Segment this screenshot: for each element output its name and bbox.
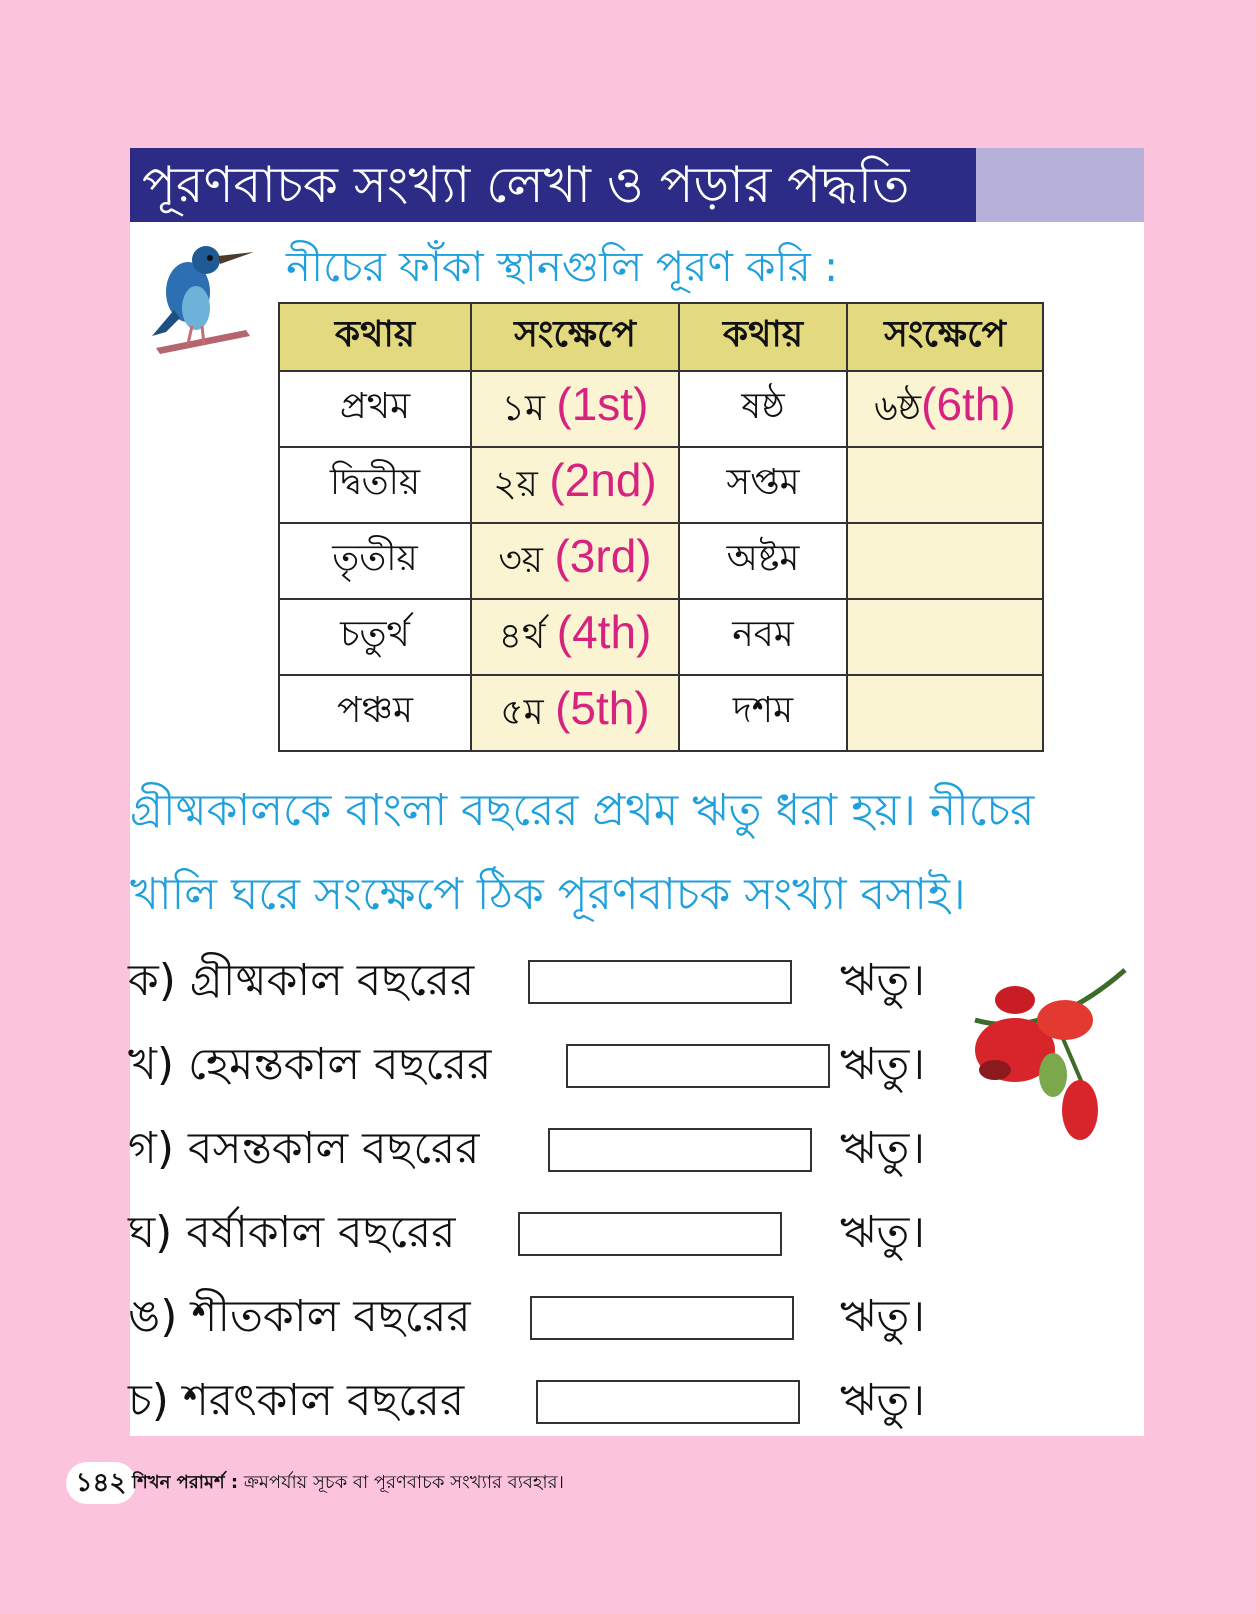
abbr-cell [471, 675, 679, 751]
abbr-bengali: ৩য় [498, 540, 544, 581]
abbr-cell [847, 371, 1043, 447]
word-cell: তৃতীয় [279, 523, 471, 599]
abbr-blank-cell[interactable] [847, 523, 1043, 599]
question-label: ক) গ্রীষ্মকাল বছরের [128, 955, 475, 1006]
word-cell: অষ্টম [679, 523, 847, 599]
abbr-cell [471, 447, 679, 523]
red-flower-illustration [955, 960, 1135, 1160]
question-row [128, 1198, 958, 1268]
question-row [128, 1030, 958, 1100]
title-accent-bar [976, 148, 1144, 222]
table-row [279, 371, 1043, 447]
abbr-bengali: ৪র্থ [498, 616, 546, 657]
abbr-english: (2nd) [549, 454, 657, 506]
table-row [279, 523, 1043, 599]
abbr-english: (1st) [556, 378, 649, 430]
word-cell: প্রথম [279, 371, 471, 447]
question-row [128, 1282, 958, 1352]
instruction-text: নীচের ফাঁকা স্থানগুলি পূরণ করি : [286, 242, 839, 291]
question-suffix: ঋতু। [840, 1207, 926, 1258]
paragraph-line: গ্রীষ্মকালকে বাংলা বছরের প্রথম ঋতু ধরা হয়। নীচের [130, 785, 1035, 836]
abbr-blank-cell[interactable] [847, 599, 1043, 675]
word-cell: দশম [679, 675, 847, 751]
learning-hint [132, 1464, 564, 1502]
question-label: চ) শরৎকাল বছরের [128, 1375, 465, 1426]
header-abbreviated: সংক্ষেপে [847, 303, 1043, 371]
page-number: ১৪২ [66, 1462, 136, 1504]
abbr-bengali: ১ম [501, 388, 545, 429]
question-suffix: ঋতু। [840, 1123, 926, 1174]
answer-box[interactable] [548, 1128, 812, 1172]
hint-text: ক্রমপর্যায় সূচক বা পূরণবাচক সংখ্যার ব্যবহার। [243, 1472, 564, 1493]
word-cell: সপ্তম [679, 447, 847, 523]
abbr-blank-cell[interactable] [847, 675, 1043, 751]
ordinal-table [278, 302, 1044, 752]
answer-box[interactable] [530, 1296, 794, 1340]
question-label: ঘ) বর্ষাকাল বছরের [128, 1207, 456, 1258]
word-cell: ষষ্ঠ [679, 371, 847, 447]
abbr-english: (4th) [556, 606, 652, 658]
question-row [128, 946, 958, 1016]
word-cell: পঞ্চম [279, 675, 471, 751]
answer-box[interactable] [536, 1380, 800, 1424]
abbr-bengali: ৬ষ্ঠ [874, 388, 922, 429]
abbr-blank-cell[interactable] [847, 447, 1043, 523]
abbr-cell [471, 523, 679, 599]
header-in-words: কথায় [279, 303, 471, 371]
abbr-bengali: ২য় [493, 464, 538, 505]
answer-box[interactable] [566, 1044, 830, 1088]
table-row [279, 599, 1043, 675]
abbr-english: (3rd) [554, 530, 652, 582]
word-cell: চতুর্থ [279, 599, 471, 675]
question-label: ঙ) শীতকাল বছরের [128, 1291, 471, 1342]
question-suffix: ঋতু। [840, 955, 926, 1006]
question-suffix: ঋতু। [840, 1291, 926, 1342]
question-row [128, 1366, 958, 1436]
header-abbreviated: সংক্ষেপে [471, 303, 679, 371]
page-title: পূরণবাচক সংখ্যা লেখা ও পড়ার পদ্ধতি [130, 148, 976, 222]
table-row [279, 447, 1043, 523]
answer-box[interactable] [518, 1212, 782, 1256]
question-label: গ) বসন্তকাল বছরের [128, 1123, 480, 1174]
header-in-words: কথায় [679, 303, 847, 371]
table-header-row [279, 303, 1043, 371]
answer-box[interactable] [528, 960, 792, 1004]
kingfisher-bird-illustration [146, 240, 254, 360]
abbr-cell [471, 371, 679, 447]
question-suffix: ঋতু। [840, 1039, 926, 1090]
table-row [279, 675, 1043, 751]
abbr-english: (6th) [921, 378, 1016, 430]
abbr-english: (5th) [555, 682, 650, 734]
question-row [128, 1114, 958, 1184]
question-label: খ) হেমন্তকাল বছরের [128, 1039, 492, 1090]
paragraph-line: খালি ঘরে সংক্ষেপে ঠিক পূরণবাচক সংখ্যা বসাই। [130, 869, 966, 920]
hint-label: শিখন পরামর্শ : [132, 1472, 239, 1493]
abbr-bengali: ৫ম [500, 692, 544, 733]
word-cell: দ্বিতীয় [279, 447, 471, 523]
word-cell: নবম [679, 599, 847, 675]
abbr-cell [471, 599, 679, 675]
question-suffix: ঋতু। [840, 1375, 926, 1426]
